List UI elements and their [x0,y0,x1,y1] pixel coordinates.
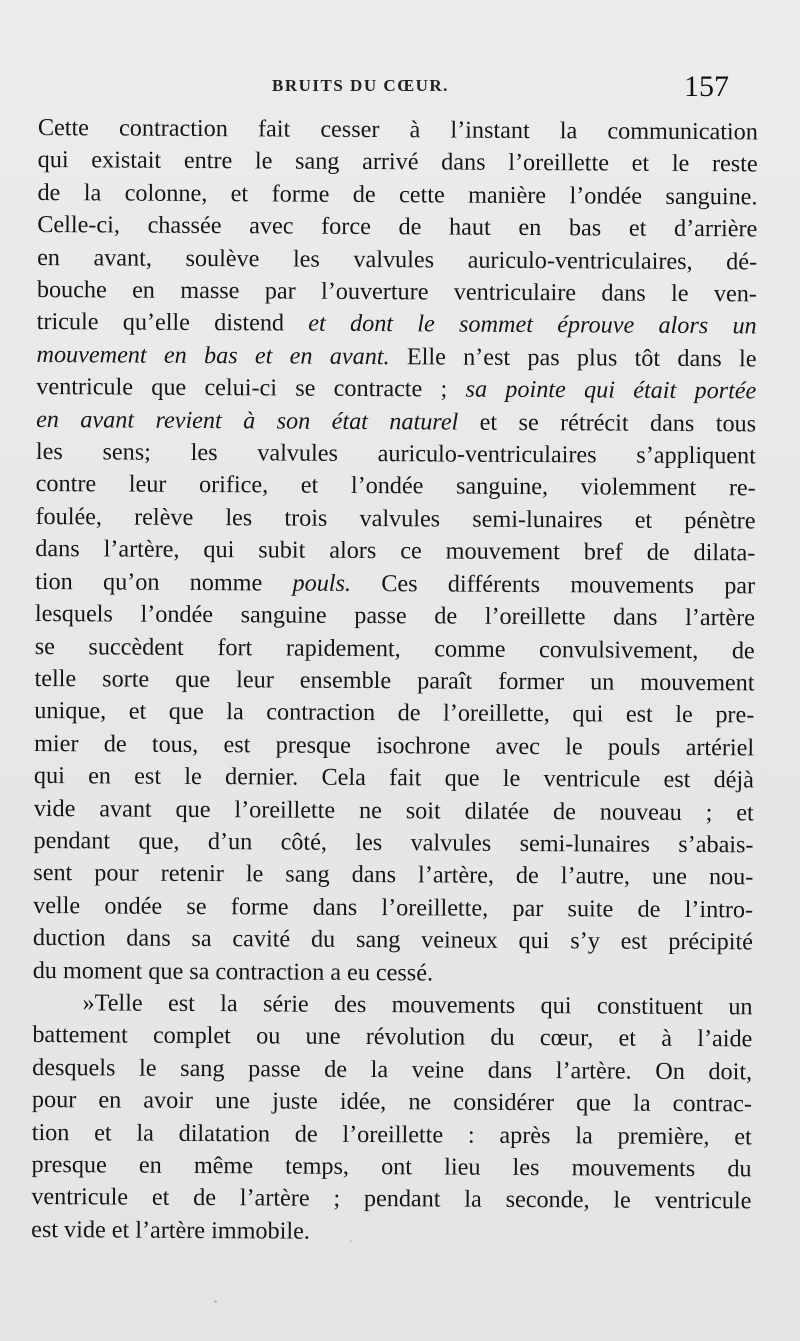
text-line: se succèdent fort rapidement, comme convulsivement, de [34,632,755,664]
text-line: bouche en masse par l’ouverture ventriculaire dans le ven- [36,276,757,308]
italic-text: mouvement en bas et en avant. [36,340,390,370]
italic-text: sa pointe qui était portée [465,375,757,405]
text-line: velle ondée se forme dans l’oreillette, par suite de l’intro- [33,891,754,924]
text-line: telle sorte que leur ensemble paraît former un mouvement [34,664,755,697]
text-line: pendant que, d’un côté, les valvules semi-lunaires s’abais- [33,826,754,859]
text-line: tion et la dilatation de l’oreillette : après la première, et [31,1118,752,1150]
body-text [31,112,758,1251]
text-line: en avant, soulève les valvules auriculo-ventriculaires, dé- [37,243,758,276]
text-line: qui existait entre le sang arrivé dans l’oreillette et le reste [37,146,758,178]
text-line: desquels le sang passe de la veine dans l’artère. On doit, [32,1053,753,1086]
text-line: en avant revient à son état naturel et se rétrécit dans tous [36,405,757,438]
text-line: tricule qu’elle distend et dont le sommet éprouve alors un [36,308,757,340]
text-line: pour en avoir une juste idée, ne considérer que la contrac- [31,1086,753,1118]
text-line: contre leur orifice, et l’ondée sanguine, violemment re- [35,470,756,502]
text-line: lesquels l’ondée sanguine passe de l’oreillette dans l’artère [34,600,756,632]
text-line: est vide et l’artère immobile. [31,1215,310,1245]
italic-text: en avant revient à son état naturel [36,405,459,436]
italic-text: pouls. [292,569,352,597]
text-line: les sens; les valvules auriculo-ventriculaires s’appliquent [35,438,756,470]
text-line: duction dans sa cavité du sang veineux qui s’y est précipité [32,924,754,956]
text-line: qui en est le dernier. Cela fait que le ventricule est déjà [33,762,755,794]
text-line: sent pour retenir le sang dans l’artère, de l’autre, une nou- [33,859,754,891]
text-line: tion qu’on nomme pouls. Ces différents mouvements par [35,567,756,600]
paper-speck [214,1300,217,1303]
running-title: BRUITS DU CŒUR. [272,76,449,95]
text-line: Celle-ci, chassée avec force de haut en bas et d’arrière [37,211,758,243]
italic-text: et dont le sommet éprouve alors un [308,310,757,340]
text-line: mier de tous, est presque isochrone avec le pouls artériel [34,729,755,762]
text-line: ventricule que celui-ci se contracte ; sa pointe qui était portée [36,373,757,405]
text-line: Cette contraction fait cesser à l’instant la communication [37,113,758,146]
paper-speck [350,1240,352,1242]
text-line: foulée, relève les trois valvules semi-lunaires et pénètre [35,502,756,535]
text-line: battement complet ou une révolution du cœur, et à l’aide [32,1021,753,1053]
text-line: vide avant que l’oreillette ne soit dilatée de nouveau ; et [33,794,754,826]
text-line: de la colonne, et forme de cette manière l’ondée sanguine. [37,178,758,211]
page-number: 157 [684,70,729,103]
text-line: unique, et que la contraction de l’oreillette, qui est le pre- [34,697,755,729]
text-line: »Telle est la série des mouvements qui constituent un [82,989,753,1021]
text-line: du moment que sa contraction a eu cessé. [32,956,434,986]
text-line: dans l’artère, qui subit alors ce mouvement bref de dilata- [35,535,756,567]
text-line: mouvement en bas et en avant. Elle n’est pas plus tôt dans le [36,340,757,373]
text-line: ventricule et de l’artère ; pendant la seconde, le ventricule [31,1183,752,1215]
text-line: presque en même temps, ont lieu les mouvements du [31,1150,752,1183]
running-head [0,72,800,104]
